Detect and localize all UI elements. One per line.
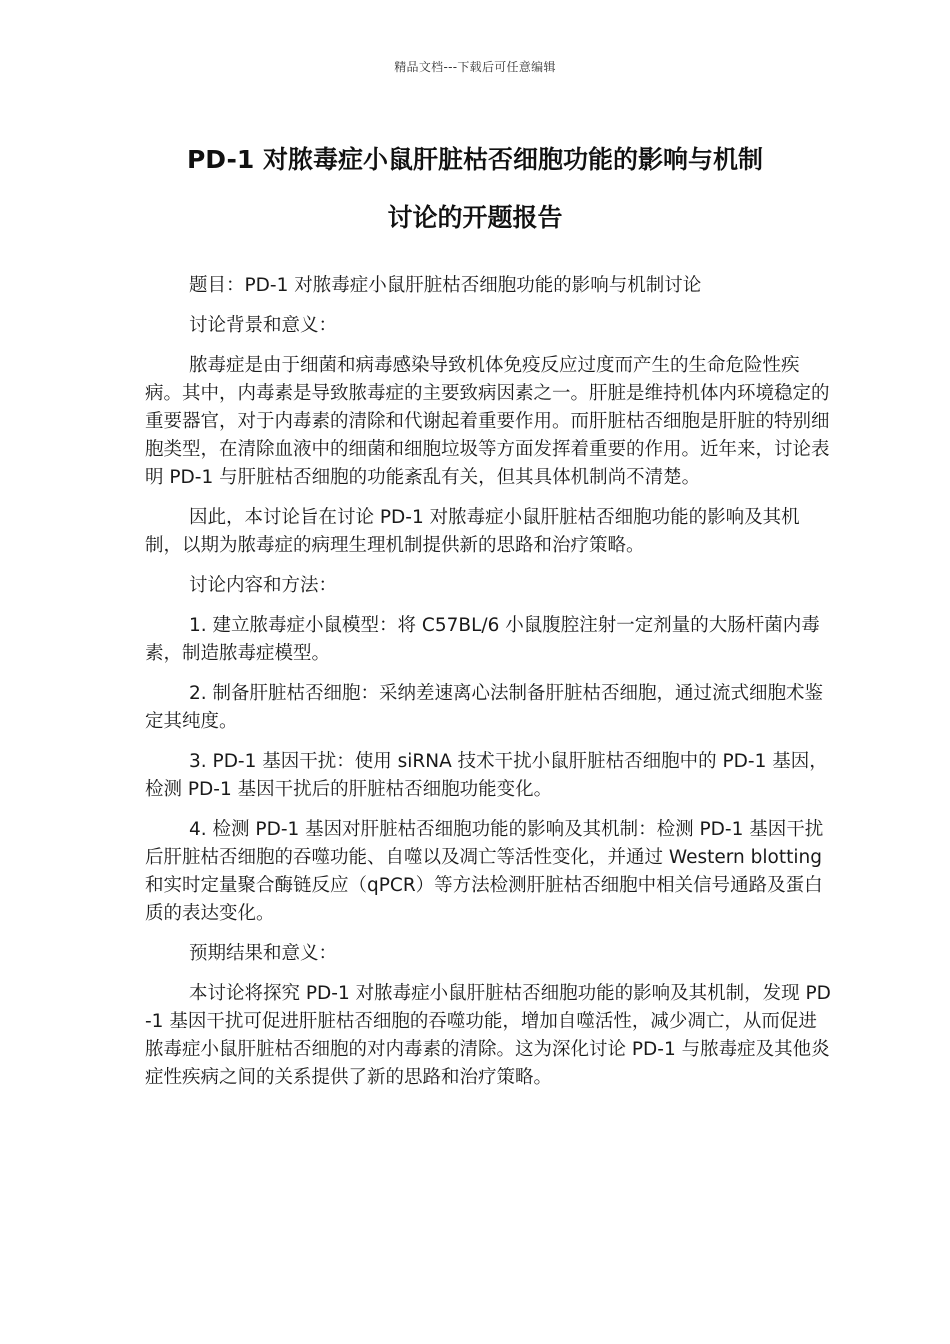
document-body xyxy=(145,272,835,1104)
topic-paragraph: 题目：PD-1 对脓毒症小鼠肝脏枯否细胞功能的影响与机制讨论 xyxy=(189,275,702,296)
section-heading-expected: 预期结果和意义： xyxy=(189,943,338,964)
document-title-line-2: 讨论的开题报告 xyxy=(387,203,563,232)
method-item-4: 4. 检测 PD-1 基因对肝脏枯否细胞功能的影响及其机制：检测 PD-1 基因干扰后肝脏枯否细胞的吞噬功能、自噬以及凋亡等活性变化，并通过 Western blotting 和实时定量聚合酶链反应（qPCR）等方法检测肝脏枯否细胞中相关信号通路及蛋白质的表达变化。 xyxy=(145,819,824,924)
method-item-2: 2. 制备肝脏枯否细胞：采纳差速离心法制备肝脏枯否细胞，通过流式细胞术鉴定其纯度。 xyxy=(145,683,824,732)
background-paragraph: 脓毒症是由于细菌和病毒感染导致机体免疫反应过度而产生的生命危险性疾病。其中，内毒素是导致脓毒症的主要致病因素之一。肝脏是维持机体内环境稳定的重要器官，对于内毒素的清除和代谢起着重要作用。而肝脏枯否细胞是肝脏的特别细胞类型，在清除血液中的细菌和细胞垃圾等方面发挥着重要的作用。近年来，讨论表明 PD-1 与肝脏枯否细胞的功能紊乱有关，但其具体机制尚不清楚。 xyxy=(145,355,830,488)
aim-paragraph: 因此，本讨论旨在讨论 PD-1 对脓毒症小鼠肝脏枯否细胞功能的影响及其机制，以期为脓毒症的病理生理机制提供新的思路和治疗策略。 xyxy=(145,507,800,556)
header-note: 精品文档---下载后可任意编辑 xyxy=(394,60,556,74)
expected-paragraph: 本讨论将探究 PD-1 对脓毒症小鼠肝脏枯否细胞功能的影响及其机制，发现 PD-1 基因干扰可促进肝脏枯否细胞的吞噬功能，增加自噬活性，减少凋亡，从而促进脓毒症小鼠肝脏枯否细胞的对内毒素的清除。这为深化讨论 PD-1 与脓毒症及其他炎症性疾病之间的关系提供了新的思路和治疗策略。 xyxy=(145,983,831,1088)
method-item-3: 3. PD-1 基因干扰：使用 siRNA 技术干扰小鼠肝脏枯否细胞中的 PD-1 基因，检测 PD-1 基因干扰后的肝脏枯否细胞功能变化。 xyxy=(145,751,828,800)
section-heading-methods: 讨论内容和方法： xyxy=(189,575,338,596)
section-heading-background: 讨论背景和意义： xyxy=(189,315,338,336)
document-title-line-1: PD-1 对脓毒症小鼠肝脏枯否细胞功能的影响与机制 xyxy=(186,145,763,174)
method-item-1: 1. 建立脓毒症小鼠模型：将 C57BL/6 小鼠腹腔注射一定剂量的大肠杆菌内毒素，制造脓毒症模型。 xyxy=(145,615,820,664)
